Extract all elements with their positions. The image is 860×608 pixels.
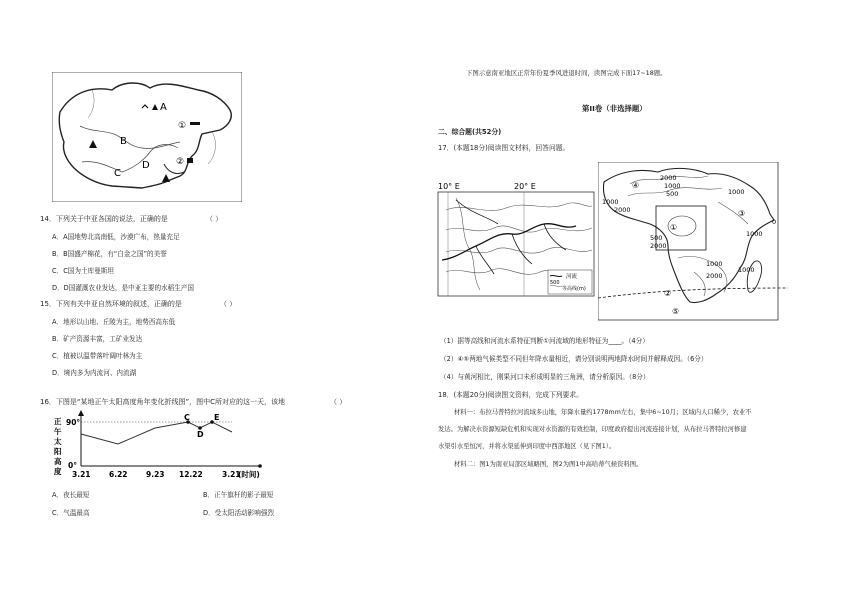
contour-10: 1000 xyxy=(738,266,755,274)
africa-map xyxy=(598,162,788,322)
lon-10e: 10° E xyxy=(438,182,460,191)
contour-7: 500 xyxy=(650,234,663,242)
tick-2: 6.22 xyxy=(109,470,128,479)
mine-icon xyxy=(190,122,200,125)
q15-option-d: D．境内多为内流河、内流湖 xyxy=(52,369,137,377)
time-unit: (时间) xyxy=(238,470,260,479)
q16-option-d: D．受太阳活动影响强烈 xyxy=(203,509,275,517)
q14-option-a: A．A国地势北高南低，沙漠广布，热量充足 xyxy=(52,233,180,241)
map-label-a: A xyxy=(160,102,167,113)
q14-option-b: B．B国盛产棉花，有“白金之国”的美誉 xyxy=(52,250,167,258)
ylabel-char-5: 高 xyxy=(54,457,62,466)
q16-option-b: B．正午旗杆的影子最短 xyxy=(203,491,274,499)
q15-option-c: C．植被以温带落叶阔叶林为主 xyxy=(52,352,143,360)
ylabel-char-2: 午 xyxy=(54,427,62,436)
part-heading: 二、综合题(共52分) xyxy=(438,128,502,136)
ylabel-char-6: 度 xyxy=(54,467,62,476)
q15-stem: 15．下列有关中亚自然环境的叙述，正确的是 xyxy=(40,300,182,308)
circle-marker-2: ② xyxy=(664,289,672,298)
q18-material1-line2: 发达。为解决水资源短缺危机和实现对水资源的有效控制，印度政府提出河流连接计划，从布拉马普特拉河修建 xyxy=(438,426,747,433)
q18-material1-line3: 水渠引水至恒河，并将水渠延伸到印度中西部地区（见下图1）。 xyxy=(438,443,616,450)
central-asia-map xyxy=(52,72,242,202)
ylabel-char-1: 正 xyxy=(54,417,62,426)
q17-sub-4: （4）与黄河相比，刚果河口未形成明显的三角洲，请分析原因。（8分） xyxy=(440,373,650,381)
map-marker-2: ② xyxy=(176,157,185,167)
map-label-d: D xyxy=(142,160,150,171)
sun-altitude-line xyxy=(81,422,232,444)
y0-label: 0° xyxy=(68,461,77,470)
map-label-b: B xyxy=(120,136,127,147)
ylabel-char-4: 阳 xyxy=(54,447,62,456)
contour-9: 1000 xyxy=(746,230,763,238)
legend-contour: 等高线(m) xyxy=(562,286,586,292)
point-c-label: C xyxy=(184,413,190,422)
q17-stem: 17．(本题18分)阅读图文材料，回答问题。 xyxy=(438,144,570,152)
q14-paren: （ ） xyxy=(206,215,223,223)
q15-option-b: B．矿产资源丰富，工矿业发达 xyxy=(52,335,143,343)
contour-8: 2000 xyxy=(650,242,667,250)
circle-marker-1: ① xyxy=(670,223,678,232)
q18-material1-line1: 材料一：布拉马普特拉河流域多山地，年降水量约1778mm左右，集中6~10月；区域内人口稀少，农业不 xyxy=(454,409,752,416)
q14-stem-text: 14．下列关于中亚各国的说法，正确的是 xyxy=(40,215,168,223)
q18-stem: 18．(本题20分)阅读图文资料，完成下列要求。 xyxy=(438,391,583,399)
circle-marker-4: ④ xyxy=(632,181,640,190)
contour-5: 2000 xyxy=(614,206,631,214)
contour-4: 1000 xyxy=(602,198,619,206)
contour-2: 1000 xyxy=(664,182,681,190)
q18-material2: 材料二：图1为南亚局部区域略图，图2为图1中高哈蒂气候资料图。 xyxy=(454,461,643,468)
legend-river: 河流 xyxy=(566,274,578,280)
sun-altitude-chart xyxy=(52,410,272,485)
circle-marker-5: ⑤ xyxy=(672,307,680,316)
q14-stem xyxy=(40,214,168,224)
contour-12: 2000 xyxy=(706,272,723,280)
q15-option-a: A．地形以山地、丘陵为主，地势西高东低 xyxy=(52,318,176,326)
contour-11: 1000 xyxy=(706,260,723,268)
tick-5: 3.21 xyxy=(222,470,241,479)
tick-3: 9.23 xyxy=(146,470,165,479)
map-label-c: C xyxy=(114,168,121,179)
point-e-label: E xyxy=(214,413,220,422)
congo-basin-map xyxy=(436,180,598,298)
section-title: 第II卷（非选择题） xyxy=(582,104,647,113)
tick-4: 12.22 xyxy=(179,470,203,479)
y90-label: 90° xyxy=(66,418,81,427)
map-marker-1: ① xyxy=(178,121,187,131)
q16-option-a: A．夜长最短 xyxy=(52,491,90,499)
mine-icon xyxy=(187,158,193,163)
q14-option-d: D．D国灌溉农业发达，是中亚主要的水稻生产国 xyxy=(52,284,195,292)
q15-paren: （ ） xyxy=(220,300,237,308)
lon-20e: 20° E xyxy=(514,182,536,191)
q16-paren: （ ） xyxy=(330,398,347,406)
q17-sub-2: （2）④⑤两地气候类型不同但年降水量相近，请分别说明两地降水时间并解释成因。（6分） xyxy=(440,355,708,363)
ylabel-char-3: 太 xyxy=(54,437,62,446)
contour-1: 2000 xyxy=(660,174,677,182)
legend-contour-value: 500 xyxy=(550,280,560,286)
point-d-label: D xyxy=(197,430,204,439)
q16-option-c: C．气温最高 xyxy=(52,509,90,517)
q17-sub-1: （1）据等高线和河流水系特征判断①河流域的地形特征为____。（4分） xyxy=(440,337,649,345)
q16-stem: 16．下图是“某地正午太阳高度角年变化折线图”，图中C所对应的这一天，该地 xyxy=(40,398,286,406)
intro-text: 下图示意南亚地区正常年份夏季风进退时间，读图完成下面17~18题。 xyxy=(466,69,667,77)
contour-13: 0 xyxy=(772,218,777,226)
tick-1: 3.21 xyxy=(72,470,91,479)
contour-3: 500 xyxy=(666,190,679,198)
circle-marker-3: ③ xyxy=(738,209,746,218)
q14-option-c: C．C国为土库曼斯坦 xyxy=(52,267,114,275)
contour-6: 1000 xyxy=(728,188,745,196)
